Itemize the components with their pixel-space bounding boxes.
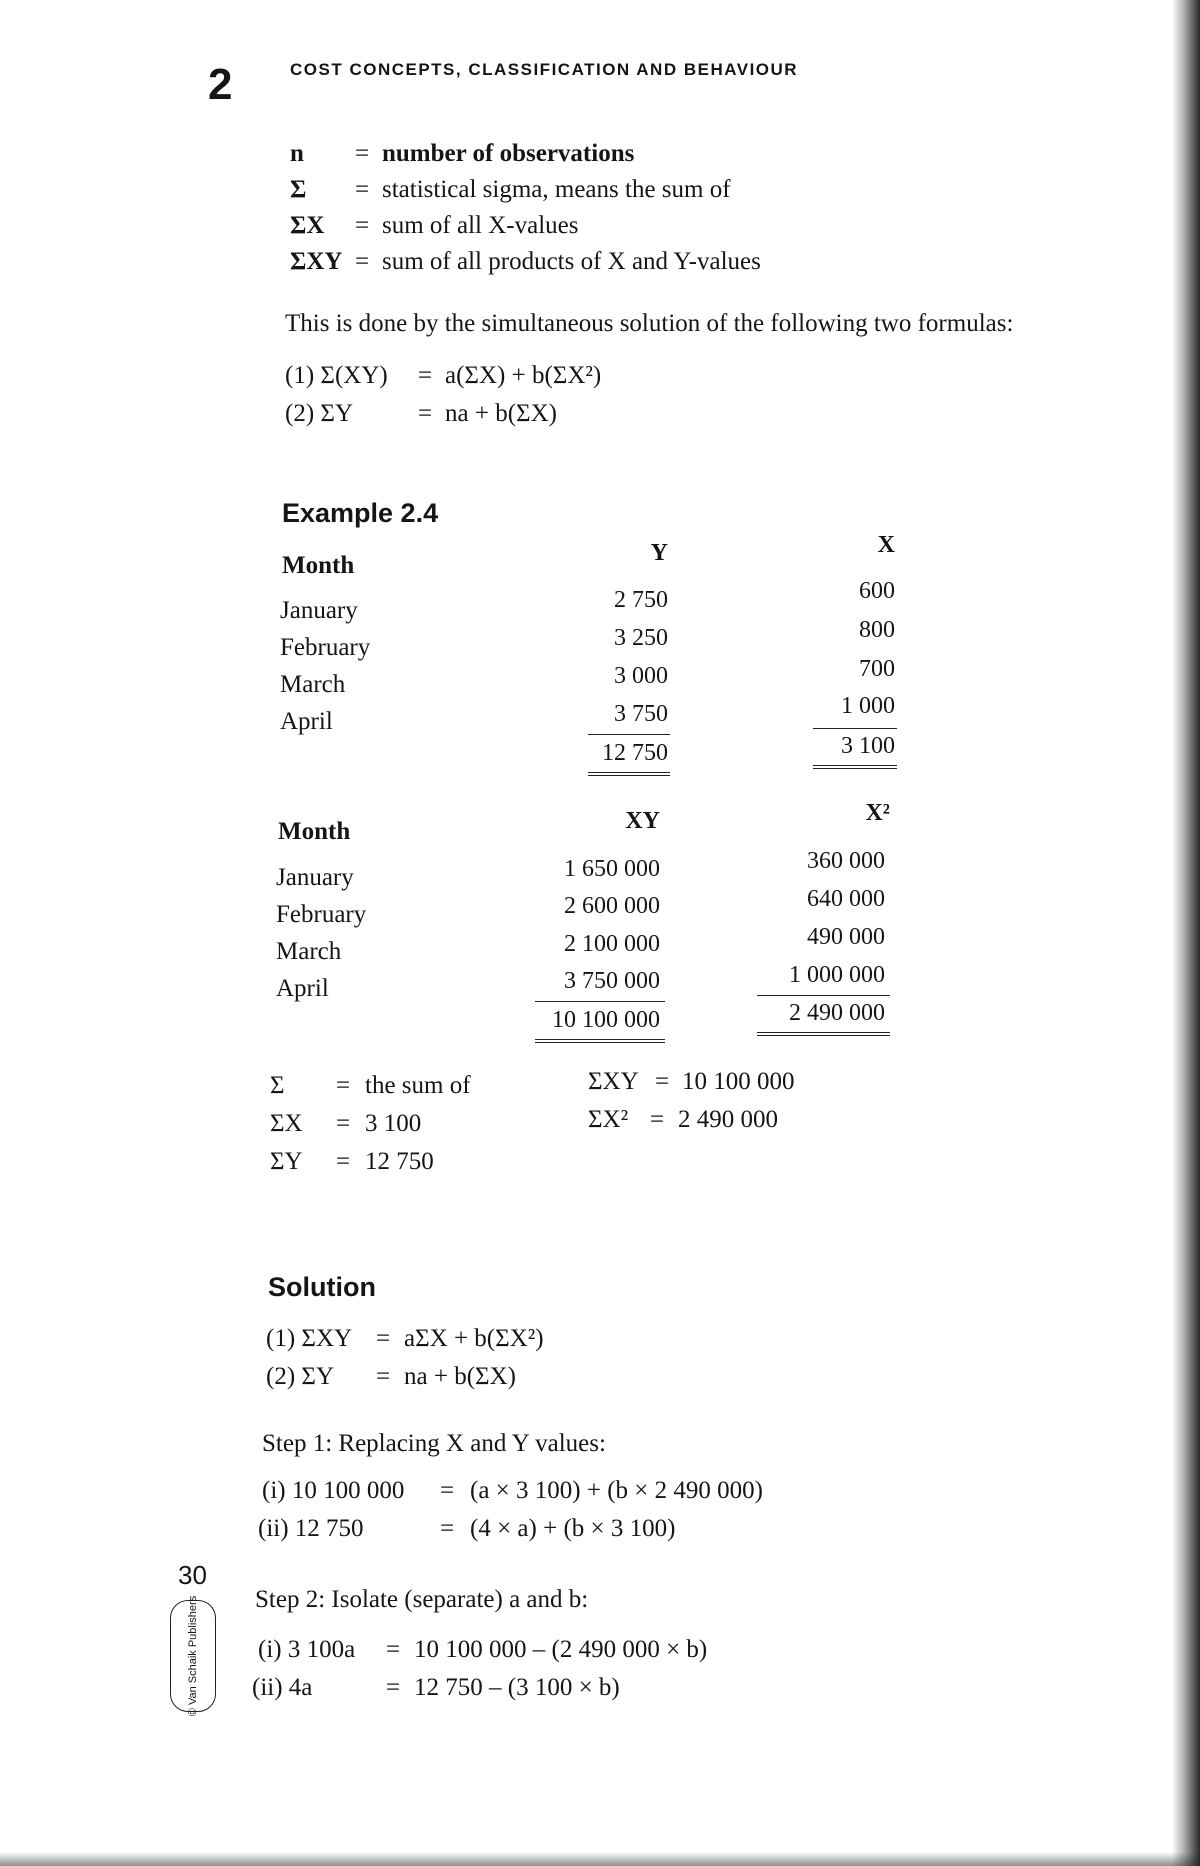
sum-eq: = bbox=[336, 1148, 351, 1175]
table-cell: 2 750 bbox=[614, 587, 668, 613]
table-row-month: January bbox=[280, 597, 358, 624]
chapter-title: COST CONCEPTS, CLASSIFICATION AND BEHAVIOUR bbox=[290, 60, 799, 79]
definition-eq: = bbox=[355, 248, 370, 275]
formula-eq: = bbox=[376, 1325, 391, 1352]
page-number: 30 bbox=[178, 1560, 207, 1590]
total-rule bbox=[588, 734, 670, 735]
sum-symbol: Σ bbox=[270, 1072, 285, 1099]
table-cell: 800 bbox=[859, 617, 895, 643]
table-cell: 600 bbox=[859, 578, 895, 604]
step-line-eq: = bbox=[440, 1515, 455, 1542]
definition-eq: = bbox=[355, 212, 370, 239]
definition-eq: = bbox=[355, 140, 370, 167]
table-cell: 2 100 000 bbox=[564, 931, 660, 957]
table-total-y: 12 750 bbox=[602, 740, 668, 766]
table-cell: 640 000 bbox=[807, 886, 885, 912]
table-row-month: March bbox=[276, 938, 342, 965]
sum-eq: = bbox=[336, 1110, 351, 1137]
step-line-rhs: 12 750 – (3 100 × b) bbox=[414, 1674, 620, 1701]
formula-label: (2) ΣY bbox=[266, 1363, 335, 1390]
table-cell: 3 750 000 bbox=[564, 968, 660, 994]
table-cell: 490 000 bbox=[807, 924, 885, 950]
sum-value: 2 490 000 bbox=[678, 1106, 778, 1133]
table-header-month: Month bbox=[282, 552, 355, 579]
formula-eq: = bbox=[418, 362, 433, 389]
definition-symbol: ΣX bbox=[290, 212, 325, 239]
table-row-month: April bbox=[276, 975, 329, 1002]
formula-eq: = bbox=[418, 400, 433, 427]
sum-eq: = bbox=[650, 1106, 665, 1133]
formula-label: (1) ΣXY bbox=[266, 1325, 353, 1352]
sum-value: 3 100 bbox=[365, 1110, 422, 1137]
table-row-month: February bbox=[276, 901, 367, 928]
solution-title: Solution bbox=[268, 1272, 376, 1302]
definition-text: sum of all products of X and Y-values bbox=[382, 248, 761, 275]
table-cell: 3 250 bbox=[614, 625, 668, 651]
definition-symbol: Σ bbox=[290, 176, 307, 203]
table-header-month: Month bbox=[278, 818, 351, 845]
formula-rhs: na + b(ΣX) bbox=[404, 1363, 516, 1390]
sum-symbol: ΣX² bbox=[588, 1106, 629, 1133]
total-double-rule bbox=[757, 1032, 890, 1036]
step-line-rhs: (4 × a) + (b × 3 100) bbox=[470, 1515, 676, 1542]
table-cell: 3 750 bbox=[614, 701, 668, 727]
intro-paragraph: This is done by the simultaneous solution of the following two formulas: bbox=[285, 310, 1014, 337]
step-2-title: Step 2: Isolate (separate) a and b: bbox=[255, 1586, 589, 1613]
table-row-month: February bbox=[280, 634, 371, 661]
page-edge-shadow bbox=[0, 1852, 1200, 1866]
step-line-label: (ii) 4a bbox=[252, 1674, 313, 1701]
definition-text: sum of all X-values bbox=[382, 212, 579, 239]
example-title: Example 2.4 bbox=[282, 498, 439, 528]
sum-symbol: ΣX bbox=[270, 1110, 303, 1137]
formula-rhs: a(ΣX) + b(ΣX²) bbox=[445, 362, 602, 389]
sum-symbol: ΣY bbox=[270, 1148, 303, 1175]
table-cell: 2 600 000 bbox=[564, 893, 660, 919]
formula-label: (1) Σ(XY) bbox=[285, 362, 388, 389]
total-rule bbox=[757, 995, 890, 996]
step-line-rhs: 10 100 000 – (2 490 000 × b) bbox=[414, 1636, 708, 1663]
sum-value: 12 750 bbox=[365, 1148, 434, 1175]
table-cell: 1 000 000 bbox=[789, 962, 885, 988]
step-line-label: (i) 10 100 000 bbox=[262, 1477, 405, 1504]
formula-rhs: na + b(ΣX) bbox=[445, 400, 557, 427]
publisher-text: © Van Schaik Publishers bbox=[187, 1595, 199, 1717]
table-cell: 700 bbox=[859, 656, 895, 682]
sum-value: 10 100 000 bbox=[682, 1068, 795, 1095]
definition-text: statistical sigma, means the sum of bbox=[382, 176, 731, 203]
sum-symbol: ΣXY bbox=[588, 1068, 639, 1095]
total-double-rule bbox=[813, 765, 897, 769]
definition-eq: = bbox=[355, 176, 370, 203]
sum-eq: = bbox=[336, 1072, 351, 1099]
total-rule bbox=[813, 728, 897, 729]
sum-eq: = bbox=[655, 1068, 670, 1095]
table-header-x: X bbox=[877, 532, 895, 558]
table-total-x: 3 100 bbox=[841, 733, 895, 759]
table-row-month: March bbox=[280, 671, 346, 698]
table-header-y: Y bbox=[650, 540, 668, 566]
table-cell: 3 000 bbox=[614, 663, 668, 689]
step-line-eq: = bbox=[386, 1674, 401, 1701]
table-row-month: January bbox=[276, 864, 354, 891]
step-line-label: (i) 3 100a bbox=[258, 1636, 356, 1663]
definition-text: number of observations bbox=[382, 140, 635, 167]
step-1-title: Step 1: Replacing X and Y values: bbox=[262, 1430, 606, 1457]
total-double-rule bbox=[535, 1039, 665, 1043]
table-header-x-squared: X² bbox=[865, 800, 890, 826]
step-line-rhs: (a × 3 100) + (b × 2 490 000) bbox=[470, 1477, 763, 1504]
step-line-eq: = bbox=[440, 1477, 455, 1504]
sum-value: the sum of bbox=[365, 1072, 471, 1099]
table-cell: 1 650 000 bbox=[564, 856, 660, 882]
formula-label: (2) ΣY bbox=[285, 400, 354, 427]
step-line-eq: = bbox=[386, 1636, 401, 1663]
definition-symbol: n bbox=[290, 140, 304, 167]
table-header-xy: XY bbox=[625, 808, 660, 834]
formula-rhs: aΣX + b(ΣX²) bbox=[404, 1325, 544, 1352]
publisher-mark bbox=[170, 1595, 216, 1717]
definition-symbol: ΣXY bbox=[290, 248, 343, 275]
total-double-rule bbox=[588, 772, 670, 776]
formula-eq: = bbox=[376, 1363, 391, 1390]
page-edge-shadow bbox=[1172, 0, 1200, 1866]
table-row-month: April bbox=[280, 708, 333, 735]
table-cell: 1 000 bbox=[841, 693, 895, 719]
chapter-number: 2 bbox=[208, 60, 233, 109]
table-cell: 360 000 bbox=[807, 848, 885, 874]
total-rule bbox=[535, 1001, 665, 1002]
table-total-xy: 10 100 000 bbox=[552, 1007, 660, 1033]
table-total-x-squared: 2 490 000 bbox=[789, 1000, 885, 1026]
step-line-label: (ii) 12 750 bbox=[258, 1515, 364, 1542]
